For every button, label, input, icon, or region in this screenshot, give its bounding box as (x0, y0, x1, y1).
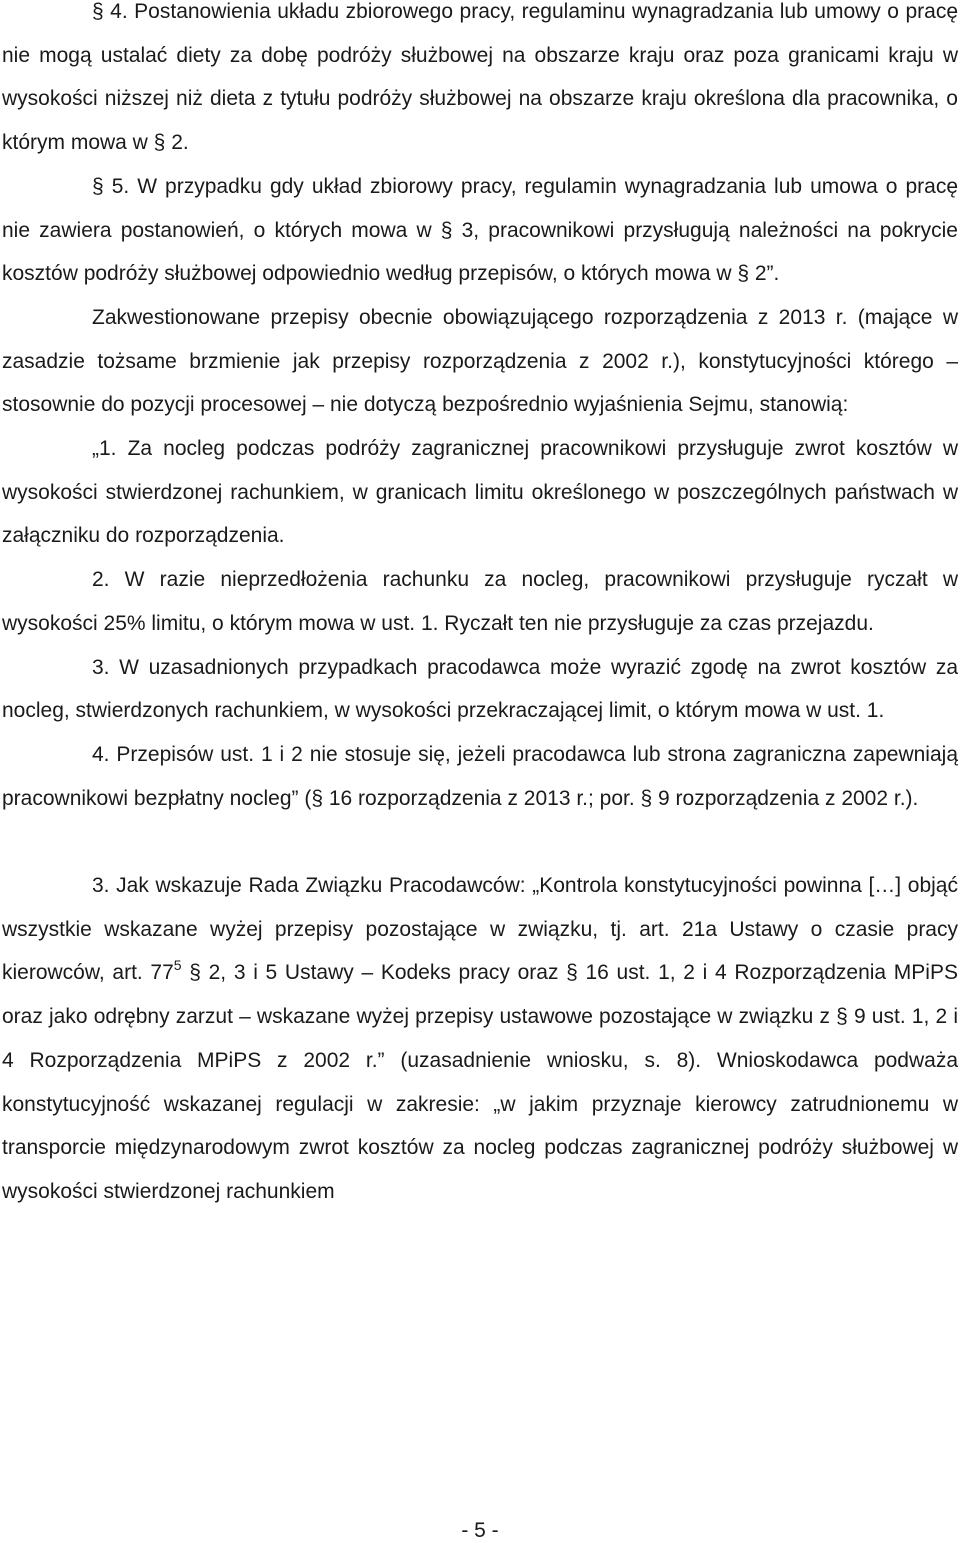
paragraph-contested-provisions: Zakwestionowane przepisy obecnie obowiązującego rozporządzenia z 2013 r. (mające w zasadzie tożsame brzmienie jak przepisy rozporządzenia z 2002 r.), konstytucyjności którego – stosownie do pozycji procesowej – nie dotyczą bezpośrednio wyjaśnienia Sejmu, stanowią: (2, 305, 958, 417)
paragraph-section-3 (2, 864, 958, 1214)
paragraph-section-3-part-a: 3. Jak wskazuje Rada Związku Pracodawców: „Kontrola konstytucyjności powinna […] objąć wszystkie wskazane wyżej przepisy pozostające w związku, tj. art. 21a Ustawy o czasie pracy kierowców, art. 77 (2, 874, 958, 985)
paragraph-quote-point-2: 2. W razie nieprzedłożenia rachunku za nocleg, pracownikowi przysługuje ryczałt w wysokości 25% limitu, o którym mowa w ust. 1. Ryczałt ten nie przysługuje za czas przejazdu. (2, 568, 958, 635)
page-number: - 5 - (461, 1519, 499, 1542)
paragraph-par5: § 5. W przypadku gdy układ zbiorowy pracy, regulamin wynagradzania lub umowa o pracę nie zawiera postanowień, o których mowa w § 3, pracownikowi przysługują należności na pokrycie kosztów podróży służbowej odpowiednio według przepisów, o których mowa w § 2”. (2, 174, 958, 286)
paragraph-quote-point-3: 3. W uzasadnionych przypadkach pracodawca może wyrazić zgodę na zwrot kosztów za nocleg, stwierdzonych rachunkiem, w wysokości przekraczającej limit, o którym mowa w ust. 1. (2, 655, 958, 723)
document-body (2, 0, 958, 1214)
paragraph-par4: § 4. Postanowienia układu zbiorowego pracy, regulaminu wynagradzania lub umowy o pracę nie mogą ustalać diety za dobę podróży służbowej na obszarze kraju oraz poza granicami kraju w wysokości niższej niż dieta z tytułu podróży służbowej na obszarze kraju określona dla pracownika, o którym mowa w § 2. (2, 0, 958, 155)
superscript-article-number: 5 (173, 957, 182, 974)
paragraph-quote-point-4: 4. Przepisów ust. 1 i 2 nie stosuje się, jeżeli pracodawca lub strona zagraniczna zapewniają pracownikowi bezpłatny nocleg” (§ 16 rozporządzenia z 2013 r.; por. § 9 rozporządzenia z 2002 r.). (2, 742, 958, 810)
paragraph-quote-point-1: „1. Za nocleg podczas podróży zagranicznej pracownikowi przysługuje zwrot kosztów w wysokości stwierdzonej rachunkiem, w granicach limitu określonego w poszczególnych państwach w załączniku do rozporządzenia. (2, 437, 958, 548)
paragraph-section-3-part-b: § 2, 3 i 5 Ustawy – Kodeks pracy oraz § 16 ust. 1, 2 i 4 Rozporządzenia MPiPS oraz jako odrębny zarzut – wskazane wyżej przepisy ustawowe pozostające w związku z § 9 ust. 1, 2 i 4 Rozporządzenia MPiPS z 2002 r.” (uzasadnienie wniosku, s. 8). Wnioskodawca podważa konstytucyjność wskazanej regulacji w zakresie: „w jakim przyznaje kierowcy zatrudnionemu w transporcie międzynarodowym zwrot kosztów za nocleg podczas zagranicznej podróży służbowej w wysokości stwierdzonej rachunkiem (2, 961, 958, 1203)
